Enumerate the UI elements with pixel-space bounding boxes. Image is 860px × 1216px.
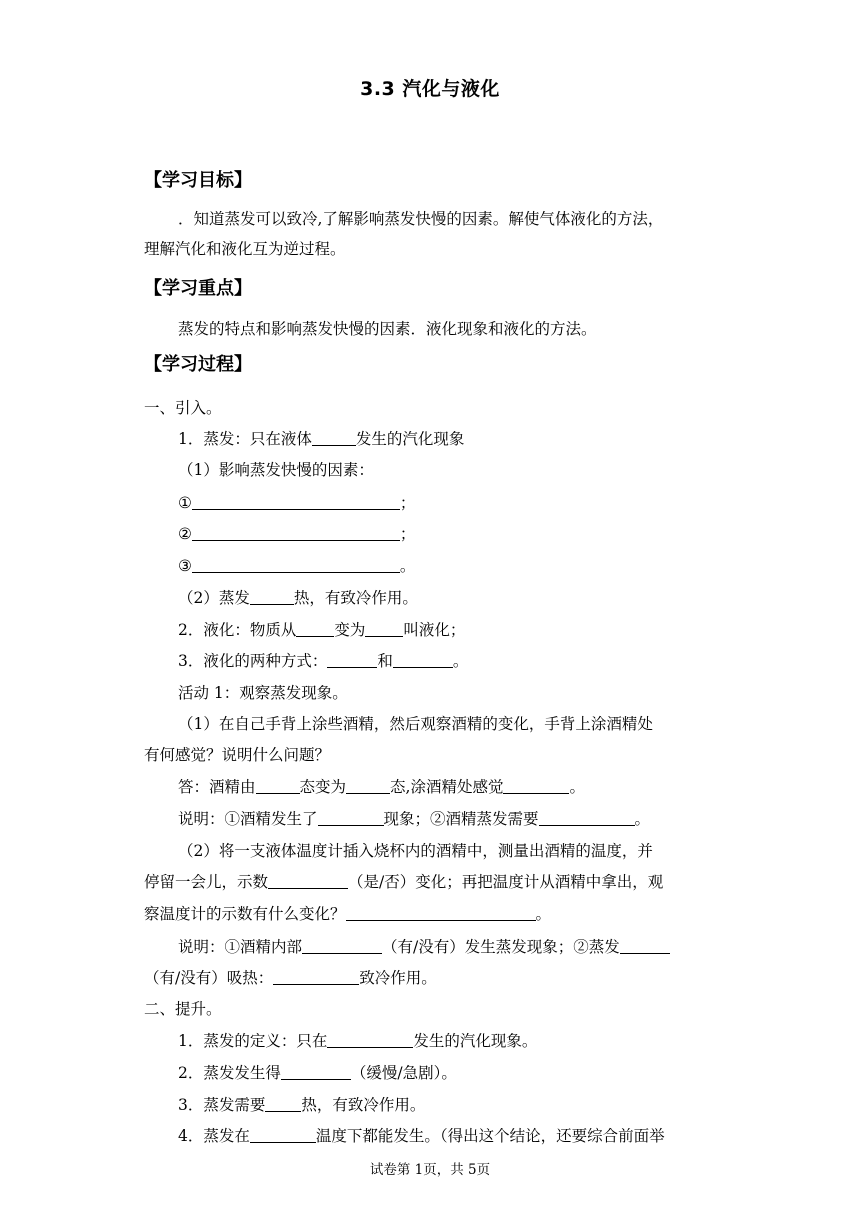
item-text: 4．蒸发在 [178,1127,250,1145]
item-text: 温度下都能发生。（得出这个结论，还要综合前面举 [315,1127,665,1145]
item-text: 热，有致冷作用。 [301,1096,426,1114]
blank [192,525,400,541]
activity-1-q2-line1: （2）将一支液体温度计插入烧杯内的酒精中，测量出酒精的温度，并 [178,842,653,860]
explanation-1 [178,808,650,830]
item-text: 态,涂酒精处感觉 [390,778,504,796]
goals-line-2: 理解汽化和液化互为逆过程。 [144,240,346,258]
section-1-title: 一、引入。 [144,399,222,417]
punctuation: ； [399,494,416,512]
blank [503,778,569,794]
blank [250,589,294,605]
blank [327,652,377,668]
item-evaporation [178,428,464,450]
blank [318,810,384,826]
blank [393,652,453,668]
item-text: （是/否）变化；再把温度计从酒精中拿出，观 [348,873,664,891]
blank [265,1096,301,1112]
factor-3 [178,555,415,577]
blank [346,905,536,921]
activity-1-title: 活动 1：观察蒸发现象。 [178,684,348,702]
page-title: 3.3 汽化与液化 [360,78,500,100]
blank [250,1127,316,1143]
punctuation: 。 [399,557,416,575]
blank [256,778,300,794]
key-points-text: 蒸发的特点和影响蒸发快慢的因素．液化现象和液化的方法。 [178,320,597,338]
item-factors: （1）影响蒸发快慢的因素： [178,461,374,479]
improve-item-2 [178,1062,457,1084]
item-text: 。 [634,810,651,828]
heading-learning-process: 【学习过程】 [144,354,252,375]
item-text: 和 [377,652,393,670]
item-evap-heat [178,587,418,609]
explanation-2-line1 [178,936,670,958]
blank [281,1064,351,1080]
item-text: 叫液化； [403,621,466,639]
blank [268,873,348,889]
blank [620,938,670,954]
page-footer: 试卷第 1页，共 5页 [369,1162,491,1178]
blank [296,621,334,637]
blank [365,621,403,637]
improve-item-4 [178,1125,665,1147]
item-text: 察温度计的示数有什么变化？ [144,905,346,923]
blank [346,778,390,794]
activity-1-q2-line2 [144,871,663,893]
item-text: 3．液化的两种方式： [178,652,328,670]
improve-item-1 [178,1030,537,1052]
item-text: （缓慢/急剧）。 [350,1064,457,1082]
item-text: 致冷作用。 [359,969,437,987]
item-text: 1．蒸发：只在液体 [178,430,312,448]
explanation-2-line2 [144,967,437,989]
punctuation: ； [399,525,416,543]
item-text: （2）蒸发 [178,589,250,607]
item-text: 2．蒸发发生得 [178,1064,281,1082]
item-text: 。 [535,905,552,923]
factor-1 [178,492,415,514]
item-text: 。 [452,652,469,670]
blank [192,557,400,573]
answer-line [178,776,585,798]
activity-1-q1-line1: （1）在自己手背上涂些酒精，然后观察酒精的变化，手背上涂酒精处 [178,715,653,733]
item-text: 说明：①酒精发生了 [178,810,318,828]
item-liquefaction [178,619,465,641]
item-text: 停留一会儿，示数 [144,873,269,891]
blank [273,969,359,985]
item-text: 发生的汽化现象。 [413,1032,538,1050]
item-text: 现象；②酒精蒸发需要 [383,810,539,828]
blank [302,938,382,954]
item-text: （有/没有）发生蒸发现象；②蒸发 [382,938,620,956]
item-text: 答：酒精由 [178,778,256,796]
item-text: 热，有致冷作用。 [293,589,418,607]
blank [312,430,356,446]
heading-learning-goals: 【学习目标】 [144,170,252,191]
blank [192,494,400,510]
circled-number: ③ [178,557,192,575]
item-text: （有/没有）吸热： [144,969,274,987]
item-liquefaction-methods [178,650,468,672]
activity-1-q1-line2: 有何感觉？说明什么问题？ [144,746,331,764]
item-text: 说明：①酒精内部 [178,938,303,956]
activity-1-q2-line3 [144,903,551,925]
item-text: 3．蒸发需要 [178,1096,266,1114]
circled-number: ② [178,525,192,543]
section-2-title: 二、提升。 [144,1000,222,1018]
improve-item-3 [178,1094,425,1116]
goals-line-1: ．知道蒸发可以致冷,了解影响蒸发快慢的因素。解使气体液化的方法， [178,210,664,228]
heading-key-points: 【学习重点】 [144,278,252,299]
item-text: 2．液化：物质从 [178,621,297,639]
blank [327,1032,413,1048]
item-text: 发生的汽化现象 [355,430,465,448]
item-text: 态变为 [299,778,347,796]
item-text: 变为 [334,621,366,639]
factor-2 [178,523,415,545]
blank [539,810,635,826]
item-text: 。 [569,778,585,796]
item-text: 1．蒸发的定义：只在 [178,1032,328,1050]
circled-number: ① [178,494,192,512]
